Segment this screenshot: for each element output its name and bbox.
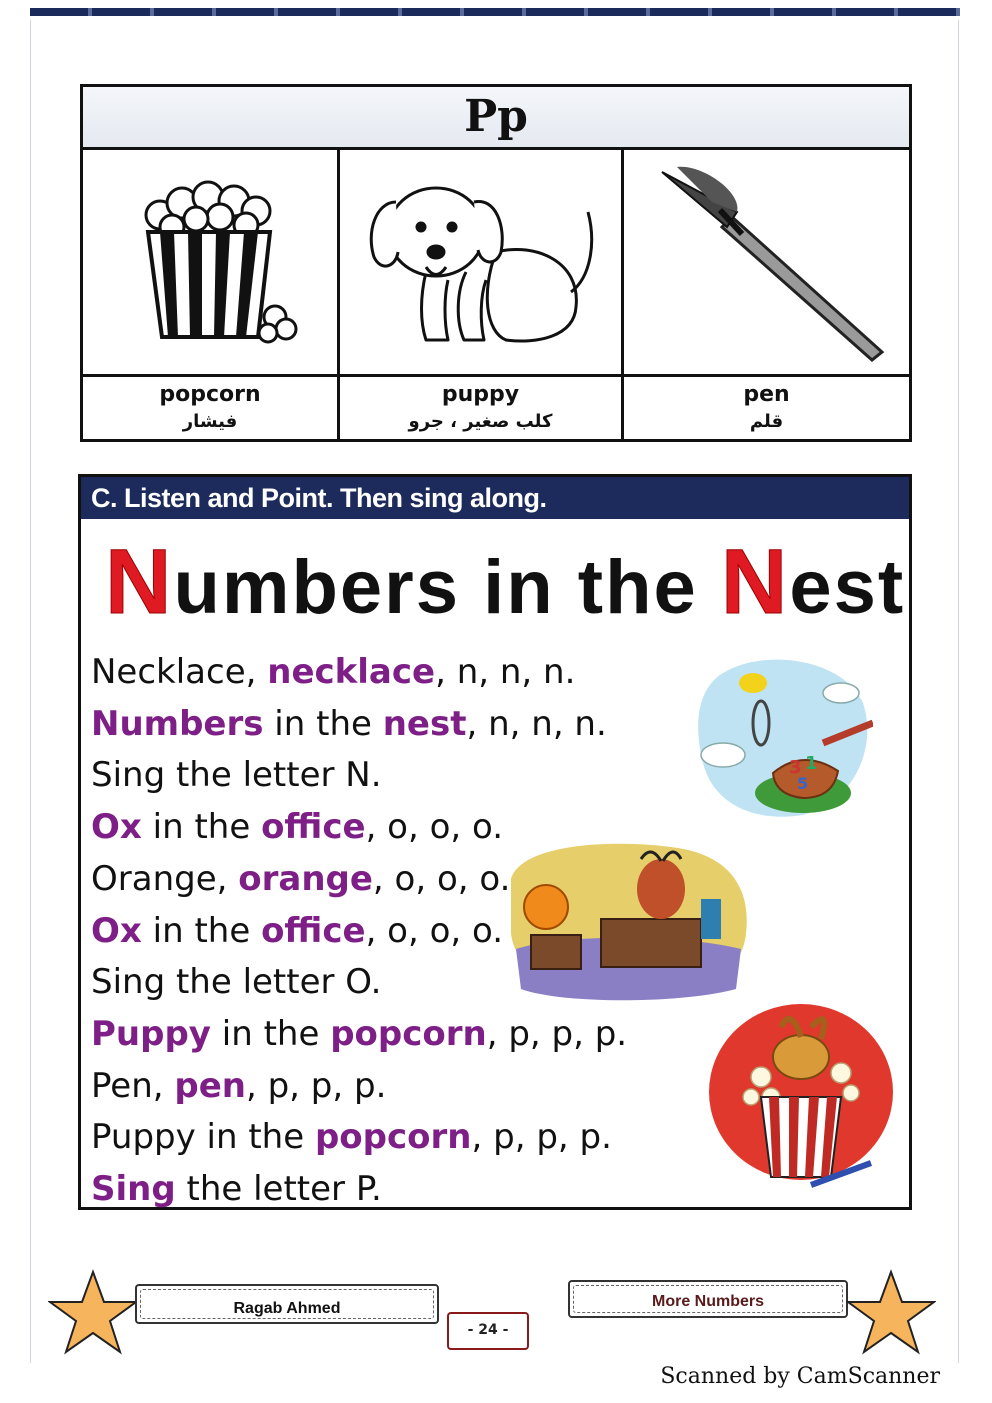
- lyric-text: Pen,: [91, 1065, 175, 1106]
- song-section: [78, 474, 912, 1210]
- lyric-text: , o, o, o.: [365, 807, 504, 848]
- nest-illustration: [693, 653, 873, 823]
- arabic-word: قلم: [749, 411, 784, 432]
- letter-heading: Pp: [83, 87, 909, 150]
- lyric-text: , o, o, o.: [372, 858, 511, 899]
- author-name: Ragab Ahmed: [233, 1300, 341, 1317]
- puppy-icon: [356, 172, 606, 352]
- lyric-text: , p, p, p.: [471, 1117, 612, 1158]
- lyric-text: , p, p, p.: [245, 1065, 387, 1106]
- highlighted-word: necklace: [267, 652, 436, 692]
- highlighted-word: pen: [174, 1065, 246, 1106]
- highlighted-word: orange: [238, 858, 373, 899]
- lyric-line: [91, 1061, 627, 1113]
- popcorn-icon: [120, 177, 300, 347]
- top-border: [30, 8, 960, 16]
- lyric-line: [91, 1009, 627, 1061]
- svg-text:5: 5: [797, 774, 809, 793]
- lyric-line: [91, 647, 627, 699]
- section-name: More Numbers: [651, 1293, 765, 1310]
- highlighted-word: popcorn: [314, 1117, 472, 1158]
- arabic-word: فيشار: [182, 411, 238, 432]
- lyric-text: , p, p, p.: [486, 1013, 628, 1054]
- highlighted-word: Puppy: [91, 1013, 211, 1054]
- lyric-text: Sing the letter O.: [91, 962, 382, 1003]
- word-card-puppy: [340, 377, 624, 442]
- pen-icon: [642, 162, 892, 362]
- lyric-line: [91, 750, 627, 802]
- lyric-line: [91, 1164, 627, 1216]
- english-word: pen: [743, 382, 790, 407]
- author-box: [135, 1284, 439, 1324]
- office-illustration: [501, 839, 751, 1004]
- picture-row: [83, 150, 909, 377]
- star-left-icon: [48, 1268, 138, 1358]
- highlighted-word: nest: [382, 703, 467, 744]
- arabic-word: كلب صغير ، جرو: [408, 411, 553, 432]
- right-margin-line: [958, 20, 959, 1363]
- highlighted-word: Sing: [91, 1169, 176, 1210]
- svg-text:1: 1: [805, 753, 818, 774]
- star-right-icon: [846, 1268, 936, 1358]
- svg-text:3: 3: [789, 757, 802, 778]
- lyric-text: , n, n, n.: [466, 703, 607, 744]
- lyric-text: Necklace,: [91, 652, 268, 692]
- highlighted-word: office: [261, 910, 366, 951]
- pen-cell: [624, 150, 909, 374]
- lyric-text: Sing the letter N.: [91, 755, 382, 796]
- highlighted-word: Numbers: [91, 703, 264, 744]
- lyric-text: , n, n, n.: [435, 652, 576, 692]
- pp-vocabulary-table: [80, 84, 912, 442]
- highlighted-word: Ox: [91, 807, 142, 848]
- highlighted-word: office: [261, 807, 366, 848]
- word-card-pen: [624, 377, 909, 442]
- section-box: [568, 1280, 848, 1318]
- section-instruction: C. Listen and Point. Then sing along.: [81, 477, 909, 519]
- highlighted-word: popcorn: [330, 1013, 487, 1054]
- popcorn-cell: [83, 150, 340, 374]
- puppy-popcorn-illustration: [701, 997, 901, 1197]
- word-row: [83, 377, 909, 442]
- page-number: - 24 -: [447, 1312, 529, 1350]
- english-word: popcorn: [159, 382, 261, 407]
- puppy-cell: [340, 150, 624, 374]
- lyric-text: in the: [263, 703, 383, 744]
- song-title: [105, 531, 906, 633]
- lyric-line: [91, 699, 627, 751]
- lyric-line: [91, 1112, 627, 1164]
- highlighted-word: Ox: [91, 910, 142, 951]
- title-part-2: est: [789, 545, 906, 630]
- lyric-text: in the: [141, 910, 262, 951]
- word-card-popcorn: [83, 377, 340, 442]
- lyric-text: Puppy in the: [91, 1117, 315, 1158]
- left-margin-line: [30, 20, 31, 1363]
- lyric-text: , o, o, o.: [365, 910, 504, 951]
- title-initial-n-2: N: [720, 531, 790, 633]
- lyric-text: Orange,: [91, 858, 239, 899]
- lyric-text: in the: [141, 807, 262, 848]
- lyric-text: in the: [210, 1013, 331, 1054]
- lyric-text: the letter P.: [175, 1169, 382, 1210]
- title-part-1: umbers in the: [173, 545, 721, 630]
- title-initial-n: N: [105, 531, 174, 633]
- scanner-watermark: Scanned by CamScanner: [660, 1364, 940, 1389]
- english-word: puppy: [441, 382, 520, 407]
